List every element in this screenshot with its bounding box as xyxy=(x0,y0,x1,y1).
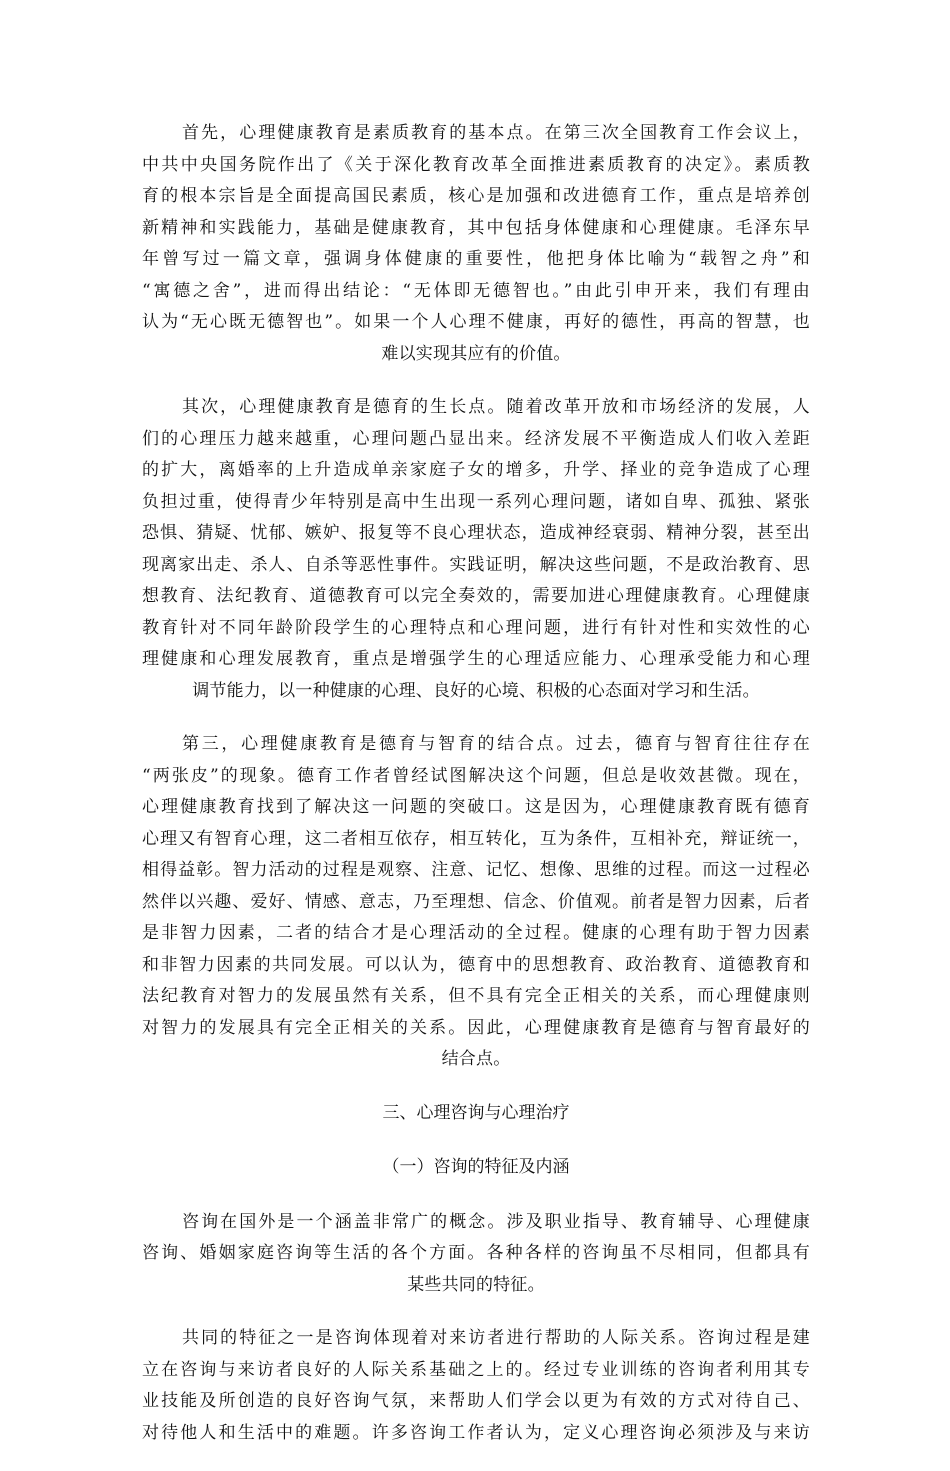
text-line: 理健康和心理发展教育，重点是增强学生的心理适应能力、心理承受能力和心理 xyxy=(142,649,810,669)
text-line: 负担过重，使得青少年特别是高中生出现一系列心理问题，诸如自卑、孤独、紧张 xyxy=(142,491,810,512)
text-line: “两张皮”的现象。德育工作者曾经试图解决这个问题，但总是收效甚微。现在， xyxy=(142,765,810,786)
text-line: 恐惧、猜疑、忧郁、嫉妒、报复等不良心理状态，造成神经衰弱、精神分裂，甚至出 xyxy=(142,523,810,543)
text-line: 立在咨询与来访者良好的人际关系基础之上的。经过专业训练的咨询者利用其专 xyxy=(142,1359,810,1380)
paragraph-1 xyxy=(142,118,810,370)
text-line: 法纪教育对智力的发展虽然有关系，但不具有完全正相关的关系，而心理健康则 xyxy=(142,986,810,1006)
text-line: 教育针对不同年龄阶段学生的心理特点和心理问题，进行有针对性和实效性的心 xyxy=(142,617,810,638)
text-line: 新精神和实践能力，基础是健康教育，其中包括身体健康和心理健康。毛泽东早 xyxy=(142,217,810,238)
text-line: 相得益彰。智力活动的过程是观察、注意、记忆、想像、思维的过程。而这一过程必 xyxy=(142,860,810,880)
text-line: 是非智力因素，二者的结合才是心理活动的全过程。健康的心理有助于智力因素 xyxy=(142,923,810,943)
text-line: 首先，心理健康教育是素质教育的基本点。在第三次全国教育工作会议上， xyxy=(182,123,810,143)
text-line: 认为“无心既无德智也”。如果一个人心理不健康，再好的德性，再高的智慧，也 xyxy=(142,312,810,332)
text-line: 的扩大，离婚率的上升造成单亲家庭子女的增多，升学、择业的竞争造成了心理 xyxy=(142,460,810,480)
text-line: 们的心理压力越来越重，心理问题凸显出来。经济发展不平衡造成人们收入差距 xyxy=(142,428,810,449)
text-line: 心理健康教育找到了解决这一问题的突破口。这是因为，心理健康教育既有德育 xyxy=(142,797,810,817)
text-line: 第三，心理健康教育是德育与智育的结合点。过去，德育与智育往往存在 xyxy=(182,734,810,754)
text-line: 结合点。 xyxy=(441,1049,511,1069)
text-line: 共同的特征之一是咨询体现着对来访者进行帮助的人际关系。咨询过程是建 xyxy=(182,1328,810,1348)
text-line: 然伴以兴趣、爱好、情感、意志，乃至理想、信念、价值观。前者是智力因素，后者 xyxy=(142,891,810,912)
text-line: 业技能及所创造的良好咨询气氛，来帮助人们学会以更为有效的方式对待自己、 xyxy=(142,1391,810,1411)
text-line: 其次，心理健康教育是德育的生长点。随着改革开放和市场经济的发展，人 xyxy=(182,397,810,417)
text-line: 心理又有智育心理，这二者相互依存，相互转化，互为条件，互相补充，辩证统一， xyxy=(142,828,810,849)
text-line: 调节能力，以一种健康的心理、良好的心境、积极的心态面对学习和生活。 xyxy=(192,680,760,701)
text-line: 想教育、法纪教育、道德教育可以完全奏效的，需要加进心理健康教育。心理健康 xyxy=(142,586,810,606)
paragraph-3 xyxy=(142,729,810,1076)
text-line: 年曾写过一篇文章，强调身体健康的重要性，他把身体比喻为“载智之舟”和 xyxy=(142,249,810,269)
document-page xyxy=(142,118,810,1471)
text-line: “寓德之舍”，进而得出结论：“无体即无德智也。”由此引申开来，我们有理由 xyxy=(142,280,810,301)
paragraph-4 xyxy=(142,1207,810,1302)
text-line: 咨询在国外是一个涵盖非常广的概念。涉及职业指导、教育辅导、心理健康 xyxy=(182,1211,810,1232)
text-line: 某些共同的特征。 xyxy=(407,1274,545,1295)
text-line: 育的根本宗旨是全面提高国民素质，核心是加强和改进德育工作，重点是培养创 xyxy=(142,186,810,206)
paragraph-5 xyxy=(142,1323,810,1449)
subsection-heading: （一）咨询的特征及内涵 xyxy=(382,1157,570,1177)
text-line: 和非智力因素的共同发展。可以认为，德育中的思想教育、政治教育、道德教育和 xyxy=(142,954,810,975)
paragraph-2 xyxy=(142,392,810,707)
text-line: 中共中央国务院作出了《关于深化教育改革全面推进素质教育的决定》。素质教 xyxy=(142,154,810,175)
text-line: 难以实现其应有的价值。 xyxy=(381,343,571,364)
text-line: 对待他人和生活中的难题。许多咨询工作者认为，定义心理咨询必须涉及与来访 xyxy=(142,1422,810,1443)
text-line: 咨询、婚姻家庭咨询等生活的各个方面。各种各样的咨询虽不尽相同，但都具有 xyxy=(142,1243,810,1263)
text-line: 对智力的发展具有完全正相关的关系。因此，心理健康教育是德育与智育最好的 xyxy=(142,1017,810,1038)
text-line: 现离家出走、杀人、自杀等恶性事件。实践证明，解决这些问题，不是政治教育、思 xyxy=(142,554,810,575)
section-heading: 三、心理咨询与心理治疗 xyxy=(382,1102,570,1123)
